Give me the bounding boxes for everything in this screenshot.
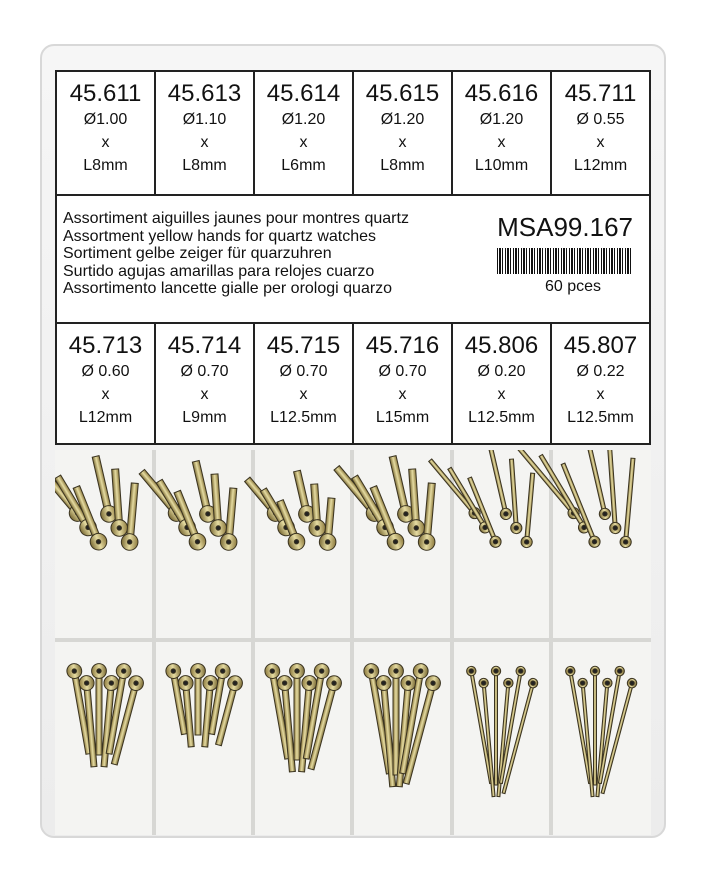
diameter: Ø1.20 — [281, 111, 326, 128]
times: x — [398, 386, 407, 403]
compartment-label — [354, 324, 453, 445]
tray-dividers — [55, 450, 651, 835]
diameter: Ø 0.70 — [279, 363, 328, 380]
description-panel — [57, 194, 649, 322]
times: x — [101, 134, 110, 151]
watch-hand — [418, 482, 440, 550]
multilingual-description — [63, 210, 409, 298]
part-code: 45.715 — [266, 332, 341, 359]
diameter: Ø 0.55 — [576, 111, 625, 128]
part-code: 45.615 — [365, 80, 440, 107]
part-code: 45.714 — [167, 332, 242, 359]
compartment-label — [453, 324, 552, 445]
description-line: Assortiment aiguilles jaunes pour montres quartz — [63, 210, 409, 227]
diameter: Ø1.20 — [479, 111, 524, 128]
compartment-label — [57, 72, 156, 194]
description-line: Sortiment gelbe zeiger für quarzuhren — [63, 245, 332, 262]
bottom-row — [57, 322, 649, 445]
length: L10mm — [474, 157, 529, 174]
compartment-label — [453, 72, 552, 194]
compartment-label — [255, 72, 354, 194]
diameter: Ø 0.70 — [180, 363, 229, 380]
watch-hand — [506, 459, 522, 534]
part-code: 45.713 — [68, 332, 143, 359]
watch-hand — [620, 458, 639, 548]
watch-hand — [220, 487, 242, 551]
times: x — [200, 386, 209, 403]
part-code: 45.807 — [563, 332, 638, 359]
compartment-label — [156, 324, 255, 445]
length: L15mm — [375, 409, 430, 426]
watch-hand — [581, 450, 612, 521]
times: x — [596, 134, 605, 151]
length: L12mm — [573, 157, 628, 174]
times: x — [398, 134, 407, 151]
times: x — [497, 134, 506, 151]
part-code: 45.614 — [266, 80, 341, 107]
times: x — [101, 386, 110, 403]
times: x — [299, 134, 308, 151]
part-code: 45.613 — [167, 80, 242, 107]
length: L6mm — [281, 157, 326, 174]
description-line: Surtido agujas amarillas para relojes cuarzo — [63, 262, 375, 280]
diameter: Ø 0.22 — [576, 363, 625, 380]
barcode — [497, 248, 631, 274]
part-code: 45.711 — [564, 80, 637, 107]
piece-count: 60 pces — [544, 278, 601, 295]
diameter: Ø1.10 — [182, 111, 227, 128]
diameter: Ø1.20 — [380, 111, 425, 128]
length: L12.5mm — [270, 409, 337, 426]
length: L8mm — [83, 157, 128, 174]
description-line: Assortimento lancette gialle per orologi quarzo — [63, 280, 393, 297]
part-code: 45.616 — [464, 80, 539, 107]
length: L8mm — [380, 157, 425, 174]
watch-hand — [521, 473, 539, 548]
top-row — [57, 72, 649, 196]
compartment-label — [552, 324, 649, 445]
box-lid-label — [55, 70, 651, 445]
part-code: 45.611 — [69, 80, 142, 107]
length: L9mm — [182, 409, 227, 426]
description-line: Assortment yellow hands for quartz watches — [63, 227, 377, 245]
tray-compartments — [55, 450, 651, 835]
times: x — [596, 386, 605, 403]
sku-number: MSA99.167 — [497, 212, 633, 242]
length: L12.5mm — [468, 409, 535, 426]
watch-hand — [191, 664, 206, 735]
compartment-label — [57, 324, 156, 445]
diameter: Ø1.00 — [83, 111, 128, 128]
compartment-label — [552, 72, 649, 194]
length: L12mm — [78, 409, 133, 426]
watch-hand — [604, 450, 621, 534]
compartment-label — [354, 72, 453, 194]
compartment-label — [255, 324, 354, 445]
part-code: 45.806 — [464, 332, 539, 359]
diameter: Ø 0.70 — [378, 363, 427, 380]
diameter: Ø 0.60 — [81, 363, 130, 380]
times: x — [200, 134, 209, 151]
times: x — [299, 386, 308, 403]
diameter: Ø 0.20 — [477, 363, 526, 380]
times: x — [497, 386, 506, 403]
watch-hand — [121, 482, 143, 550]
compartment-tray — [55, 450, 651, 835]
length: L8mm — [182, 157, 227, 174]
watch-hand — [485, 450, 513, 521]
length: L12.5mm — [567, 409, 634, 426]
part-code: 45.716 — [365, 332, 440, 359]
compartment-label — [156, 72, 255, 194]
